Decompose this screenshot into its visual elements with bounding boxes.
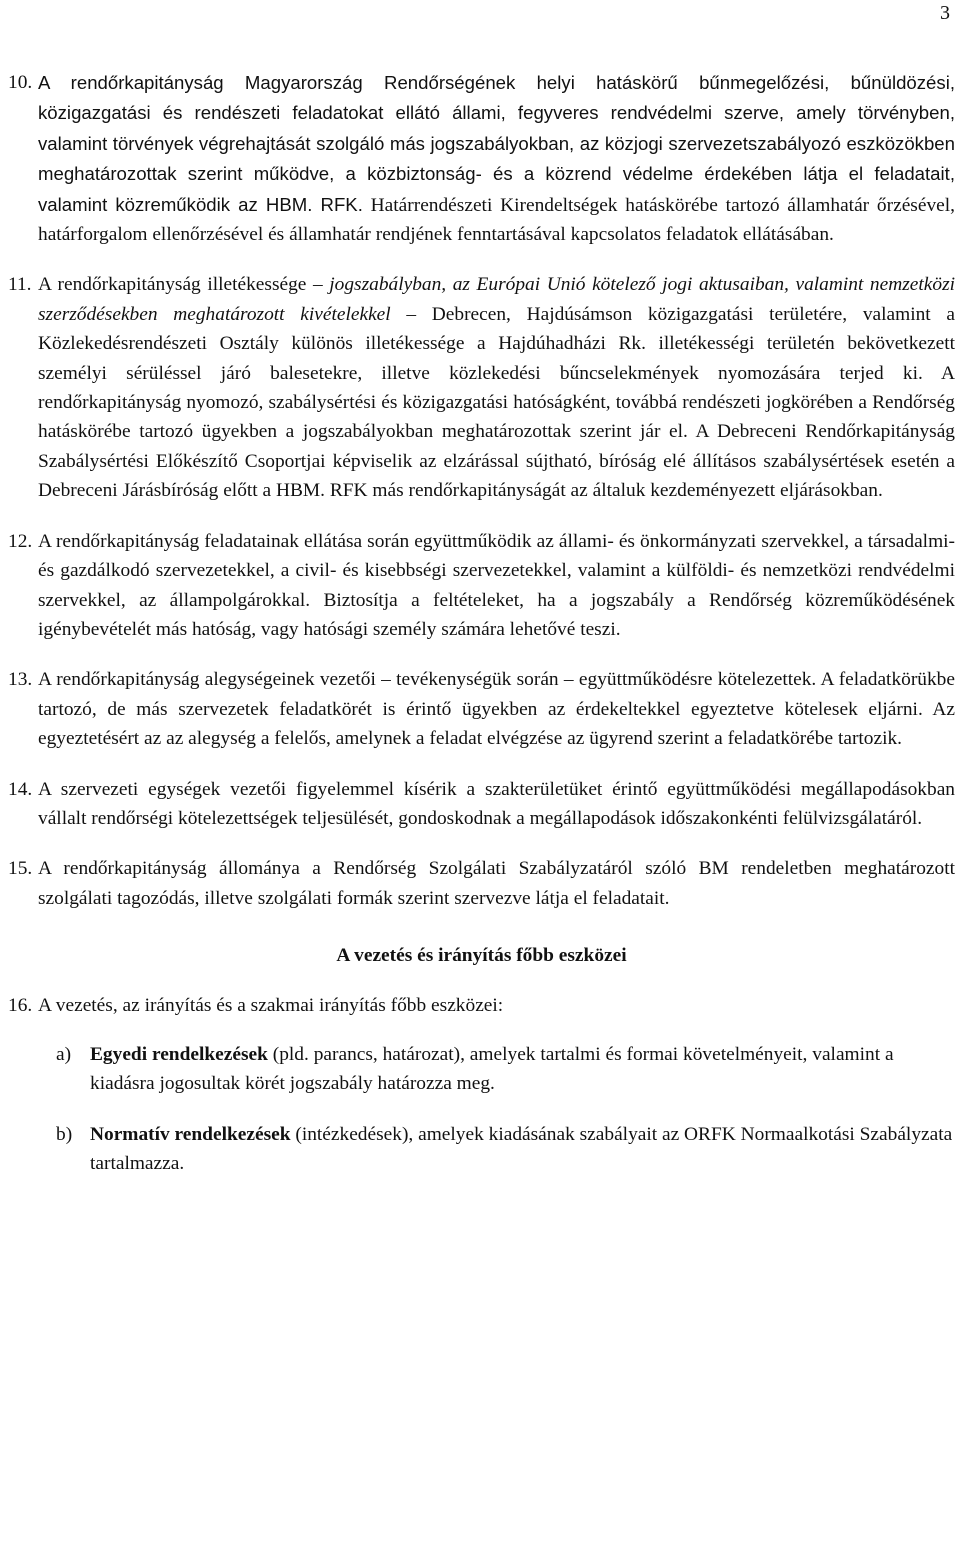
list-item-text: (pld. parancs, határozat), amelyek tartalmi és formai követelményeit, valamint a kiadásra jogosultak körét jogszabály határozza meg. xyxy=(90,1043,894,1095)
paragraph-11-text-b: – Debrecen, Hajdúsámson közigazgatási területére, valamint a Közlekedésrendészeti Osztály különös illetékessége a Hajdúhadházi Rk. illetékességi területén bekövetkezett személyi sérüléssel járó balesetekre, illetve közlekedési bűncselekmények nyomozására terjed ki. A rendőrkapitányság nyomozó, szabálysértési és közigazgatási hatóságként, továbbá rendészeti jogkörében a Rendőrség hatáskörébe tartozó ügyekben a jogszabályokban meghatározottak szerint jár el. A Debreceni Rendőrkapitányság Szabálysértési Előkészítő Csoportjai képviselik az elzárással sújtható, bíróság elé állításos szabálysértések esetén a Debreceni Járásbíróság előtt a HBM. RFK más rendőrkapitányságát az általuk kezdeményezett eljárásokban. xyxy=(38,303,955,502)
paragraph-15-text: A rendőrkapitányság állománya a Rendőrség Szolgálati Szabályzatáról szóló BM rendeletben meghatározott szolgálati tagozódás, illetve szolgálati formák szerint szervezve látja el feladatait. xyxy=(38,858,955,909)
paragraph-16-text: A vezetés, az irányítás és a szakmai irányítás főbb eszközei: xyxy=(38,994,504,1016)
paragraph-16 xyxy=(8,991,955,1020)
paragraph-number: 14. xyxy=(8,778,33,800)
list-item-title: Egyedi rendelkezések xyxy=(90,1043,268,1065)
paragraph-number: 13. xyxy=(8,669,33,691)
paragraph-number: 10. xyxy=(8,72,33,93)
paragraph-11-text-a: A rendőrkapitányság illetékessége – xyxy=(38,274,330,296)
list-item-letter: a) xyxy=(56,1043,72,1065)
paragraph-15 xyxy=(8,854,955,913)
paragraph-number: 16. xyxy=(8,994,33,1016)
page-number: 3 xyxy=(940,2,950,24)
paragraph-number: 15. xyxy=(8,858,33,880)
paragraph-11-italic-text: jogszabályban, az Európai Unió kötelező jogi aktusaiban, valamint nemzetközi szerződésekben meghatározott kivételekkel xyxy=(38,274,955,325)
document-body xyxy=(8,68,955,1200)
paragraph-10-text-a: A rendőrkapitányság Magyarország Rendőrségének helyi hatáskörű bűnmegelőzési, bűnüldözési, közigazgatási és rendészeti feladatokat ellátó állami, fegyveres rendvédelmi szerve, amely törvényben, valamint törvények végrehajtását szolgáló más jogszabályokban, az közjogi szervezetszabályozó eszközökben meghatározottak szerint működve, a közbiztonság- és a közrend védelme érdekében látja el feladatait, valamint közreműködik az HBM. RFK. xyxy=(38,72,955,215)
list-item xyxy=(8,1040,955,1099)
paragraph-14-text: A szervezeti egységek vezetői figyelemmel kísérik a szakterületüket érintő együttműködési megállapodásokban vállalt rendőrségi kötelezettségek teljesülését, gondoskodnak a megállapodások időszakonkénti felülvizsgálatáról. xyxy=(38,778,955,829)
list-item-text: (intézkedések), amelyek kiadásának szabályait az ORFK Normaalkotási Szabályzata tartalmazza. xyxy=(90,1123,953,1175)
list-item-title: Normatív rendelkezések xyxy=(90,1123,291,1145)
instrument-list xyxy=(8,1040,955,1179)
paragraph-10-text-b: Határrendészeti Kirendeltségek hatáskörébe tartozó államhatár őrzésével, határforgalom ellenőrzésével és államhatár rendjének fenntartásával kapcsolatos feladatok ellátásában. xyxy=(38,194,955,246)
paragraph-12 xyxy=(8,527,955,645)
list-item xyxy=(8,1120,955,1179)
paragraph-11 xyxy=(8,270,955,505)
paragraph-12-text: A rendőrkapitányság feladatainak ellátása során együttműködik az állami- és önkormányzati szervekkel, a társadalmi- és gazdálkodó szervezetekkel, a civil- és kisebbségi szervezetekkel, valamint a külföldi- és nemzetközi rendvédelmi szervekkel, az állampolgárokkal. Biztosítja a feltételeket, ha a jogszabály a Rendőrség közreműködésének igénybevételét más hatóság, vagy hatósági személy számára lehetővé teszi. xyxy=(38,530,955,640)
paragraph-number: 11. xyxy=(8,274,32,296)
paragraph-10 xyxy=(8,68,955,249)
section-heading: A vezetés és irányítás főbb eszközei xyxy=(336,945,627,967)
list-item-letter: b) xyxy=(56,1123,73,1145)
paragraph-13-text: A rendőrkapitányság alegységeinek vezetői – tevékenységük során – együttműködésre kötelezettek. A feladatkörükbe tartozó, de más szervezetek feladatkörét is érintő ügyekben az érdekeltekkel egyeztetve kötelesek eljárni. Az egyeztetésért az az alegység a felelős, amelynek a feladat elvégzése az ügyrend szerint a feladatkörébe tartozik. xyxy=(38,669,955,750)
paragraph-number: 12. xyxy=(8,530,33,552)
paragraph-13 xyxy=(8,665,955,753)
paragraph-14 xyxy=(8,775,955,834)
